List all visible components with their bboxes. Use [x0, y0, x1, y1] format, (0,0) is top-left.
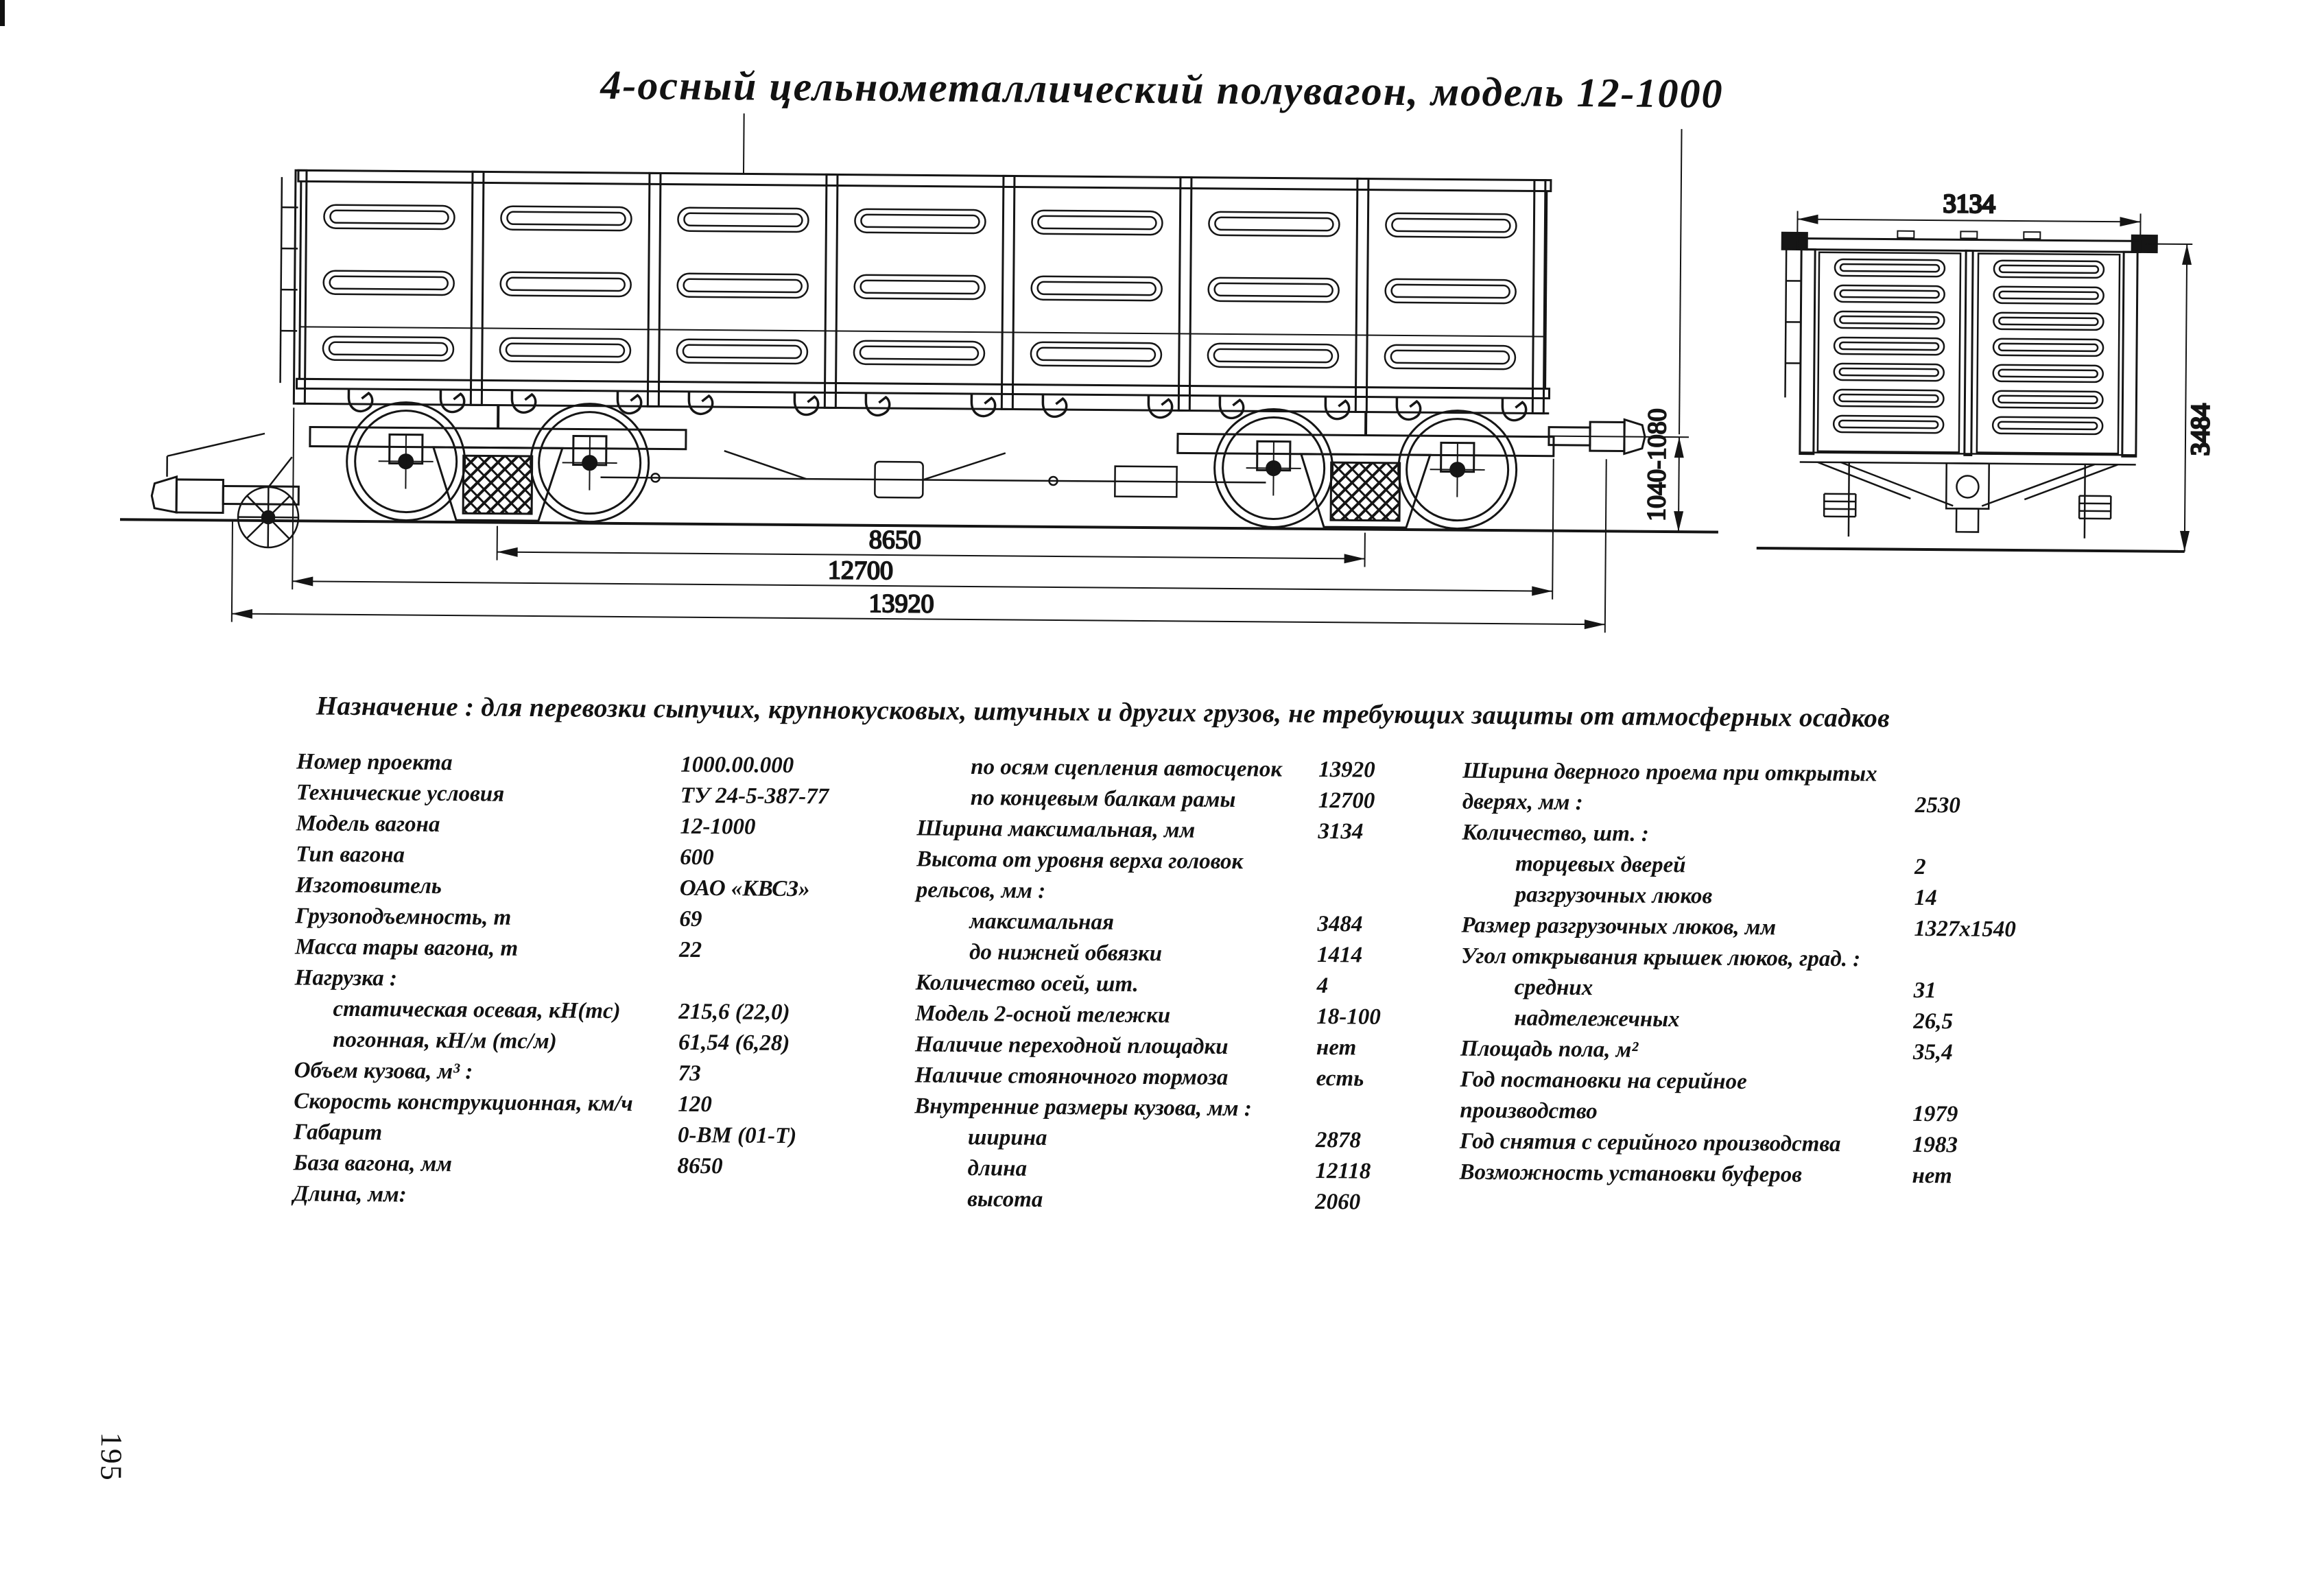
side-view — [120, 108, 1722, 558]
spec-value: 2878 — [1315, 1128, 1362, 1153]
spec-value: 12118 — [1315, 1159, 1371, 1184]
spec-label: Угол открывания крышек люков, град. : — [1460, 943, 1861, 972]
spec-row — [915, 998, 1464, 1033]
spec-row — [296, 746, 914, 782]
spec-value: 31 — [1913, 978, 1936, 1004]
spec-label: База вагона, мм — [293, 1150, 453, 1177]
spec-label: Наличие переходной площадки — [914, 1032, 1229, 1060]
spec-value: 18-100 — [1316, 1004, 1381, 1030]
spec-row — [295, 901, 912, 936]
end-view — [1757, 188, 2217, 552]
spec-table — [0, 744, 2319, 1215]
spec-label: торцевых дверей — [1515, 851, 1686, 878]
spec-row — [916, 906, 1465, 941]
spec-value: нет — [1912, 1163, 1952, 1189]
spec-label: Ширина дверного проема при открытых — [1462, 758, 1877, 787]
brake-rigging — [600, 450, 1266, 501]
spec-row — [295, 962, 912, 998]
spec-value: 600 — [680, 844, 714, 871]
spec-value: 12-1000 — [680, 814, 756, 840]
spec-label: средних — [1514, 975, 1593, 1001]
spec-row — [296, 777, 914, 813]
spec-row — [916, 844, 1465, 879]
spec-label: по концевым балкам рамы — [970, 785, 1236, 813]
spec-value: 2 — [1914, 854, 1926, 879]
spec-row — [917, 782, 1466, 817]
spec-label: Внутренние размеры кузова, мм : — [914, 1094, 1252, 1122]
spec-value: 61,54 (6,28) — [678, 1030, 790, 1056]
dim-label-frame-length: 12700 — [827, 556, 894, 586]
end-corrugations — [1834, 259, 2104, 434]
spec-label: Модель 2-осной тележки — [915, 1001, 1171, 1028]
spec-row — [914, 1183, 1462, 1218]
spec-value: 1414 — [1316, 943, 1363, 968]
spec-label: статическая осевая, кН(тс) — [333, 996, 621, 1024]
spec-value: ТУ 24-5-387-77 — [680, 783, 829, 810]
spec-row — [293, 1179, 910, 1214]
spec-column-3 — [1459, 756, 2272, 1194]
spec-value: 1000.00.000 — [680, 752, 794, 779]
spec-row — [915, 1029, 1464, 1064]
spec-label: Технические условия — [296, 780, 505, 807]
spec-row — [917, 751, 1466, 786]
spec-value: 12700 — [1318, 788, 1375, 814]
spec-label: Объем кузова, м³ : — [294, 1058, 473, 1085]
spec-row — [294, 1024, 912, 1060]
wagon-drawing — [0, 95, 2324, 718]
spec-label: по осям сцепления автосцепок — [971, 755, 1283, 782]
spec-label: Модель вагона — [296, 811, 440, 837]
spec-label: производство — [1460, 1098, 1598, 1124]
spec-value: 3484 — [1317, 912, 1363, 937]
spec-row — [294, 1086, 911, 1122]
spec-label: длина — [967, 1156, 1028, 1181]
spec-row — [296, 839, 913, 875]
dim-label-end-width: 3134 — [1943, 189, 1995, 219]
spec-column-2 — [914, 751, 1466, 1218]
stanchions — [294, 170, 1545, 413]
spec-row — [916, 813, 1465, 848]
spec-value: 0-ВМ (01-Т) — [677, 1122, 797, 1149]
spec-label: Тип вагона — [296, 842, 405, 868]
spec-value: 26,5 — [1913, 1008, 1954, 1035]
spec-value: 3134 — [1318, 819, 1364, 844]
spec-value: 120 — [678, 1091, 712, 1118]
spec-row — [294, 993, 912, 1029]
dim-label-bogie-base: 8650 — [868, 525, 921, 555]
spec-label: дверях, мм : — [1462, 789, 1583, 816]
left-coupler — [152, 433, 299, 514]
spec-row — [295, 932, 912, 967]
spec-label: надтележечных — [1514, 1006, 1680, 1032]
spec-label: Наличие стояночного тормоза — [914, 1063, 1229, 1091]
spec-value: 35,4 — [1912, 1039, 1953, 1065]
bogie-right — [1177, 408, 1554, 529]
spec-row — [914, 1060, 1463, 1095]
spec-label: до нижней обвязки — [969, 940, 1163, 967]
spec-value: ОАО «КВСЗ» — [679, 875, 810, 902]
spec-label: Год снятия с серийного производства — [1459, 1129, 1841, 1157]
spec-label: Габарит — [293, 1120, 383, 1146]
spec-row — [916, 967, 1465, 1002]
spec-row — [294, 1117, 911, 1153]
spec-value: 2060 — [1315, 1190, 1361, 1215]
spec-label: рельсов, мм : — [916, 877, 1046, 903]
purpose-line: Назначение : для перевозки сыпучих, крупнокусковых, штучных и других грузов, не требующих защиты от атмосферных осадков — [316, 691, 1890, 733]
spec-label: Количество, шт. : — [1462, 820, 1649, 847]
dim-label-coupler-height: 1040-1080 — [1642, 408, 1672, 522]
spec-value: 8650 — [677, 1153, 723, 1179]
spec-value: нет — [1316, 1035, 1357, 1061]
spec-label: разгрузочных люков — [1515, 882, 1713, 909]
spec-label: Изготовитель — [295, 873, 442, 899]
spec-label: ширина — [967, 1125, 1047, 1150]
spec-label: Площадь пола, м² — [1460, 1036, 1639, 1063]
spec-value: 13920 — [1318, 757, 1375, 783]
page-title: 4-осный цельнометаллический полувагон, модель 12-1000 — [600, 62, 1724, 117]
spec-label: высота — [967, 1187, 1043, 1212]
spec-row — [914, 1122, 1463, 1157]
spec-value: 1327x1540 — [1914, 916, 2017, 943]
spec-label: Высота от уровня верха головок — [916, 847, 1244, 875]
spec-row — [914, 1091, 1463, 1126]
spec-label: Грузоподъемность, т — [295, 903, 512, 930]
spec-label: Нагрузка : — [294, 965, 398, 991]
spec-label: погонная, кН/м (тс/м) — [332, 1027, 557, 1054]
end-underframe — [1799, 453, 2136, 539]
spec-value: 22 — [678, 937, 702, 962]
spec-row — [916, 936, 1465, 971]
spec-value: 4 — [1316, 973, 1329, 999]
side-corrugations — [323, 205, 1517, 370]
spec-row — [916, 875, 1465, 910]
spec-label: Скорость конструкционная, км/ч — [294, 1089, 633, 1117]
spec-label: Количество осей, шт. — [915, 970, 1139, 997]
spec-value: 1979 — [1912, 1101, 1958, 1127]
spec-value: 14 — [1914, 885, 1937, 911]
spec-value: 2530 — [1914, 792, 1960, 818]
spec-label: Номер проекта — [296, 749, 453, 776]
spec-value: 69 — [679, 906, 702, 932]
spec-label: Ширина максимальная, мм — [916, 816, 1196, 843]
spec-row — [294, 1055, 912, 1091]
dim-label-height: 3484 — [2185, 403, 2216, 456]
spec-row — [914, 1153, 1462, 1188]
spec-column-1 — [293, 746, 914, 1214]
spec-value: 73 — [678, 1061, 701, 1086]
spec-value: 1983 — [1912, 1132, 1958, 1158]
spec-label: Размер разгрузочных люков, мм — [1461, 912, 1777, 941]
page-number: 195 — [94, 1432, 129, 1482]
spec-value: есть — [1316, 1066, 1364, 1091]
spec-row — [296, 870, 913, 906]
handbrake-wheel — [238, 457, 299, 548]
side-dimensions — [232, 397, 1685, 633]
spec-label: Год постановки на серийное — [1460, 1067, 1747, 1094]
spec-label: Длина, мм: — [293, 1181, 407, 1207]
spec-row — [293, 1148, 910, 1183]
dim-label-overall-length: 13920 — [868, 589, 934, 619]
spec-row — [1459, 1157, 2268, 1194]
spec-row — [296, 808, 913, 844]
spec-label: максимальная — [969, 909, 1115, 935]
spec-label: Возможность установки буферов — [1459, 1159, 1803, 1188]
spec-value: 215,6 (22,0) — [678, 999, 790, 1025]
spec-label: Масса тары вагона, т — [294, 934, 519, 961]
bogie-left — [309, 401, 686, 522]
